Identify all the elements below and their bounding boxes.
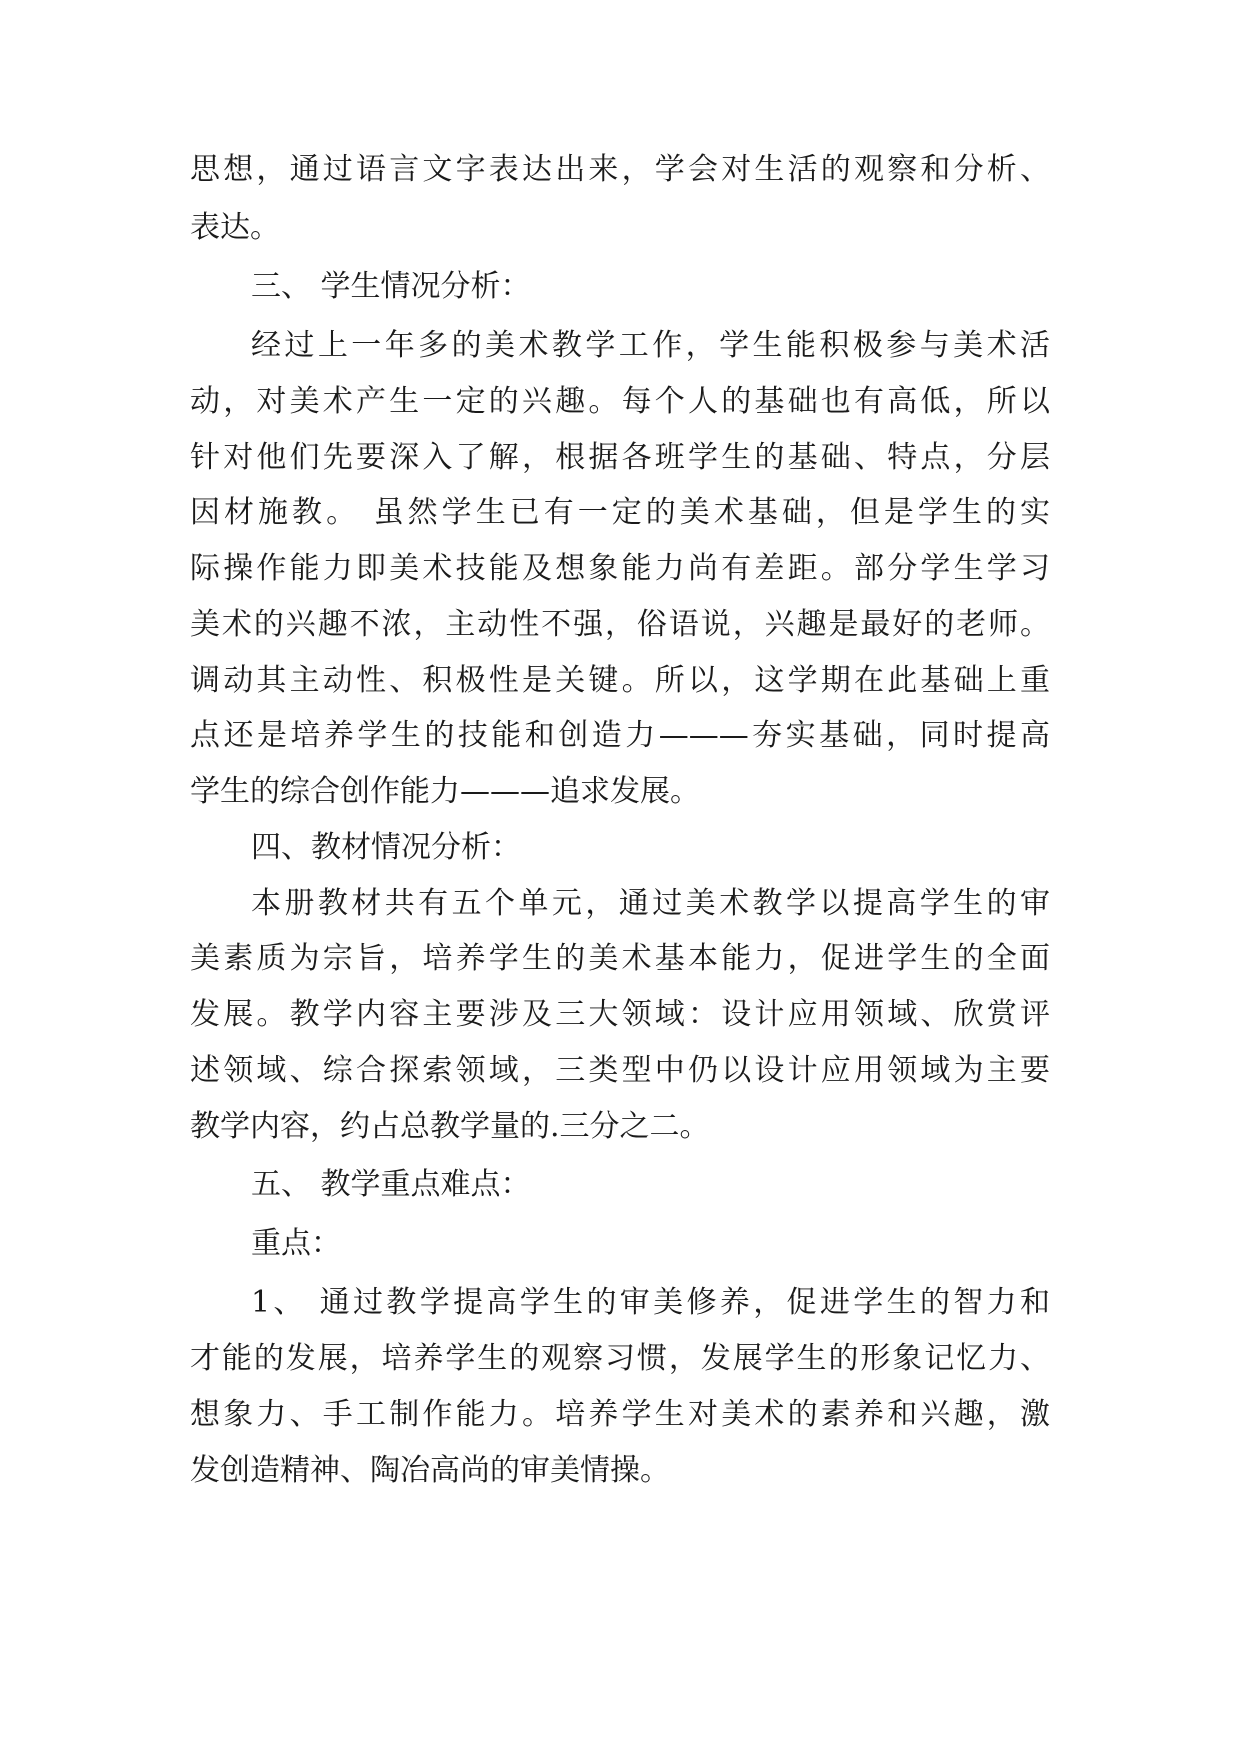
paragraph-line: 述领域、综合探索领域，三类型中仍以设计应用领域为主要	[190, 1053, 1050, 1088]
paragraph-line: 美素质为宗旨，培养学生的美术基本能力，促进学生的全面	[190, 941, 1050, 976]
section-heading: 五、 教学重点难点：	[251, 1167, 531, 1202]
paragraph-line: 因材施教。 虽然学生已有一定的美术基础，但是学生的实	[190, 495, 1050, 530]
subsection-heading: 重点：	[251, 1226, 341, 1261]
paragraph-line: 学生的综合创作能力———追求发展。	[190, 774, 700, 809]
paragraph-line: 际操作能力即美术技能及想象能力尚有差距。部分学生学习	[190, 551, 1050, 586]
paragraph-line: 想象力、手工制作能力。培养学生对美术的素养和兴趣，激	[190, 1397, 1050, 1432]
paragraph-line: 1、 通过教学提高学生的审美修养，促进学生的智力和	[251, 1285, 1050, 1320]
paragraph-line: 发展。教学内容主要涉及三大领域：设计应用领域、欣赏评	[190, 997, 1050, 1032]
paragraph-line: 教学内容，约占总教学量的.三分之二。	[190, 1109, 710, 1144]
paragraph-line: 针对他们先要深入了解，根据各班学生的基础、特点，分层	[190, 440, 1050, 475]
paragraph-line: 经过上一年多的美术教学工作，学生能积极参与美术活	[251, 328, 1050, 363]
paragraph-line: 表达。	[190, 210, 280, 245]
section-heading: 四、教材情况分析：	[251, 830, 521, 865]
paragraph-line: 思想，通过语言文字表达出来，学会对生活的观察和分析、	[190, 152, 1050, 187]
paragraph-line: 美术的兴趣不浓，主动性不强，俗语说，兴趣是最好的老师。	[190, 607, 1050, 642]
paragraph-line: 点还是培养学生的技能和创造力———夯实基础，同时提高	[190, 718, 1050, 753]
paragraph-line: 发创造精神、陶冶高尚的审美情操。	[190, 1453, 670, 1488]
paragraph-line: 动，对美术产生一定的兴趣。每个人的基础也有高低，所以	[190, 384, 1050, 419]
paragraph-line: 调动其主动性、积极性是关键。所以，这学期在此基础上重	[190, 663, 1050, 698]
paragraph-line: 本册教材共有五个单元，通过美术教学以提高学生的审	[251, 886, 1050, 921]
paragraph-line: 才能的发展，培养学生的观察习惯，发展学生的形象记忆力、	[190, 1341, 1050, 1376]
section-heading: 三、 学生情况分析：	[251, 269, 531, 304]
